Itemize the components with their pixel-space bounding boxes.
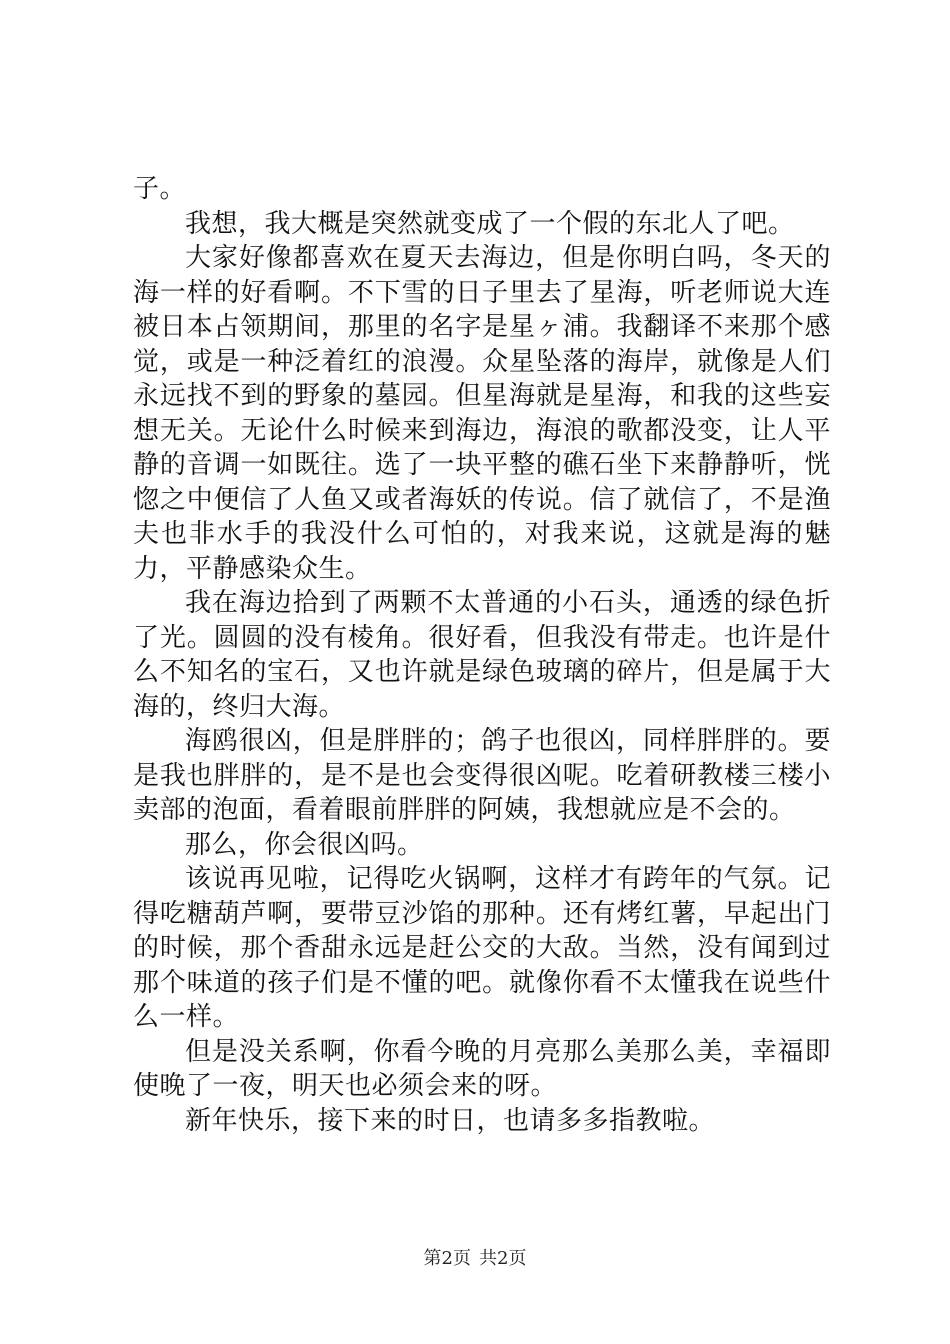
page-footer [0, 1244, 950, 1270]
paragraph-2: 我想，我大概是突然就变成了一个假的东北人了吧。 [185, 208, 795, 239]
paragraph-5: 海鸥很凶，但是胖胖的；鸽子也很凶，同样胖胖的。要是我也胖胖的，是不是也会变得很凶呢。吃着研教楼三楼小卖部的泡面，看着眼前胖胖的阿姨，我想就应是不会的。 [133, 726, 831, 825]
paragraph-1: 子。 [133, 174, 187, 204]
document-body [133, 172, 831, 1138]
paragraph-7: 该说再见啦，记得吃火锅啊，这样才有跨年的气氛。记得吃糖葫芦啊，要带豆沙馅的那种。还有烤红薯，早起出门的时候，那个香甜永远是赶公交的大敌。当然，没有闻到过那个味道的孩子们是不懂的吧。就像你看不太懂我在说些什么一样。 [133, 864, 831, 1032]
page-total: 共2页 [479, 1248, 527, 1269]
page-number: 第2页 [423, 1248, 471, 1269]
paragraph-6: 那么，你会很凶吗。 [185, 829, 424, 860]
paragraph-3: 大家好像都喜欢在夏天去海边，但是你明白吗，冬天的海一样的好看啊。不下雪的日子里去了星海，听老师说大连被日本占领期间，那里的名字是星ヶ浦。我翻译不来那个感觉，或是一种泛着红的浪漫。众星坠落的海岸，就像是人们永远找不到的野象的墓园。但星海就是星海，和我的这些妄想无关。无论什么时候来到海边，海浪的歌都没变，让人平静的音调一如既往。选了一块平整的礁石坐下来静静听，恍惚之中便信了人鱼又或者海妖的传说。信了就信了，不是渔夫也非水手的我没什么可怕的，对我来说，这就是海的魅力，平静感染众生。 [133, 243, 831, 584]
paragraph-8: 但是没关系啊，你看今晚的月亮那么美那么美，幸福即使晚了一夜，明天也必须会来的呀。 [133, 1036, 831, 1101]
paragraph-4: 我在海边拾到了两颗不太普通的小石头，通透的绿色折了光。圆圆的没有棱角。很好看，但我没有带走。也许是什么不知名的宝石，又也许就是绿色玻璃的碎片，但是属于大海的，终归大海。 [133, 588, 831, 722]
paragraph-9: 新年快乐，接下来的时日，也请多多指教啦。 [185, 1105, 716, 1136]
